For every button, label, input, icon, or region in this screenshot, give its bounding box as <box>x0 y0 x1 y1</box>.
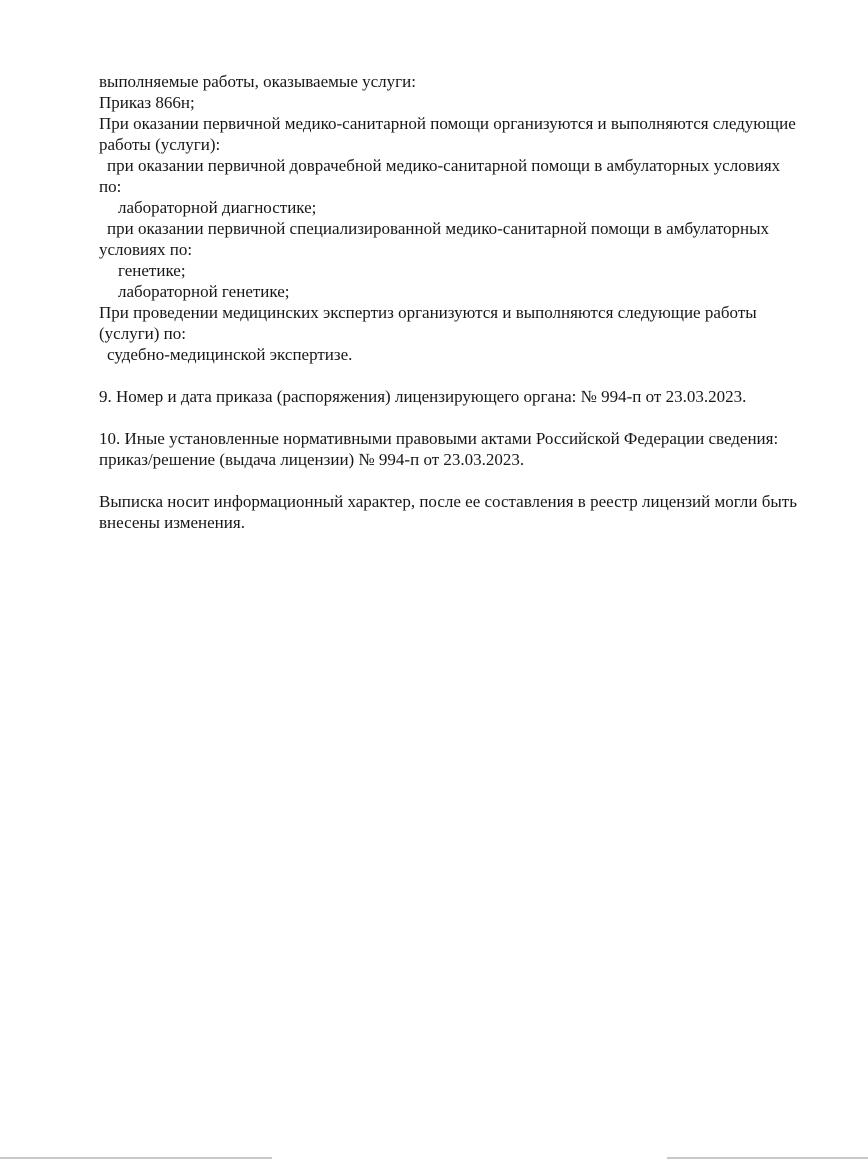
text-line: генетике; <box>118 261 186 280</box>
text-line: работы (услуги): <box>99 135 221 154</box>
text-line: Выписка носит информационный характер, после ее составления в реестр лицензий могли быть <box>99 492 797 511</box>
text-line: (услуги) по: <box>99 324 186 343</box>
text-line: лабораторной генетике; <box>118 282 290 301</box>
text-line: Приказ 866н; <box>99 93 195 112</box>
blank-line <box>99 470 829 491</box>
text-line: выполняемые работы, оказываемые услуги: <box>99 72 416 91</box>
text-line: приказ/решение (выдача лицензии) № 994-п от 23.03.2023. <box>99 450 525 469</box>
text-line: условиях по: <box>99 240 193 259</box>
page-bottom-divider-left <box>0 1157 272 1159</box>
page-bottom-divider-right <box>667 1157 868 1159</box>
text-line: лабораторной диагностике; <box>118 198 317 217</box>
text-line: При проведении медицинских экспертиз организуются и выполняются следующие работы <box>99 303 757 322</box>
text-line: При оказании первичной медико-санитарной помощи организуются и выполняются следующие <box>99 114 796 133</box>
text-line: по: <box>99 177 122 196</box>
text-line: 10. Иные установленные нормативными правовыми актами Российской Федерации сведения: <box>99 429 779 448</box>
blank-line <box>99 365 829 386</box>
text-line: при оказании первичной доврачебной медико-санитарной помощи в амбулаторных условиях <box>107 156 781 175</box>
text-line: при оказании первичной специализированной медико-санитарной помощи в амбулаторных <box>107 219 770 238</box>
text-line: 9. Номер и дата приказа (распоряжения) лицензирующего органа: № 994-п от 23.03.2023. <box>99 387 747 406</box>
text-line: внесены изменения. <box>99 513 245 532</box>
blank-line <box>99 407 829 428</box>
text-line: судебно-медицинской экспертизе. <box>107 345 353 364</box>
license-extract-text <box>99 71 829 533</box>
